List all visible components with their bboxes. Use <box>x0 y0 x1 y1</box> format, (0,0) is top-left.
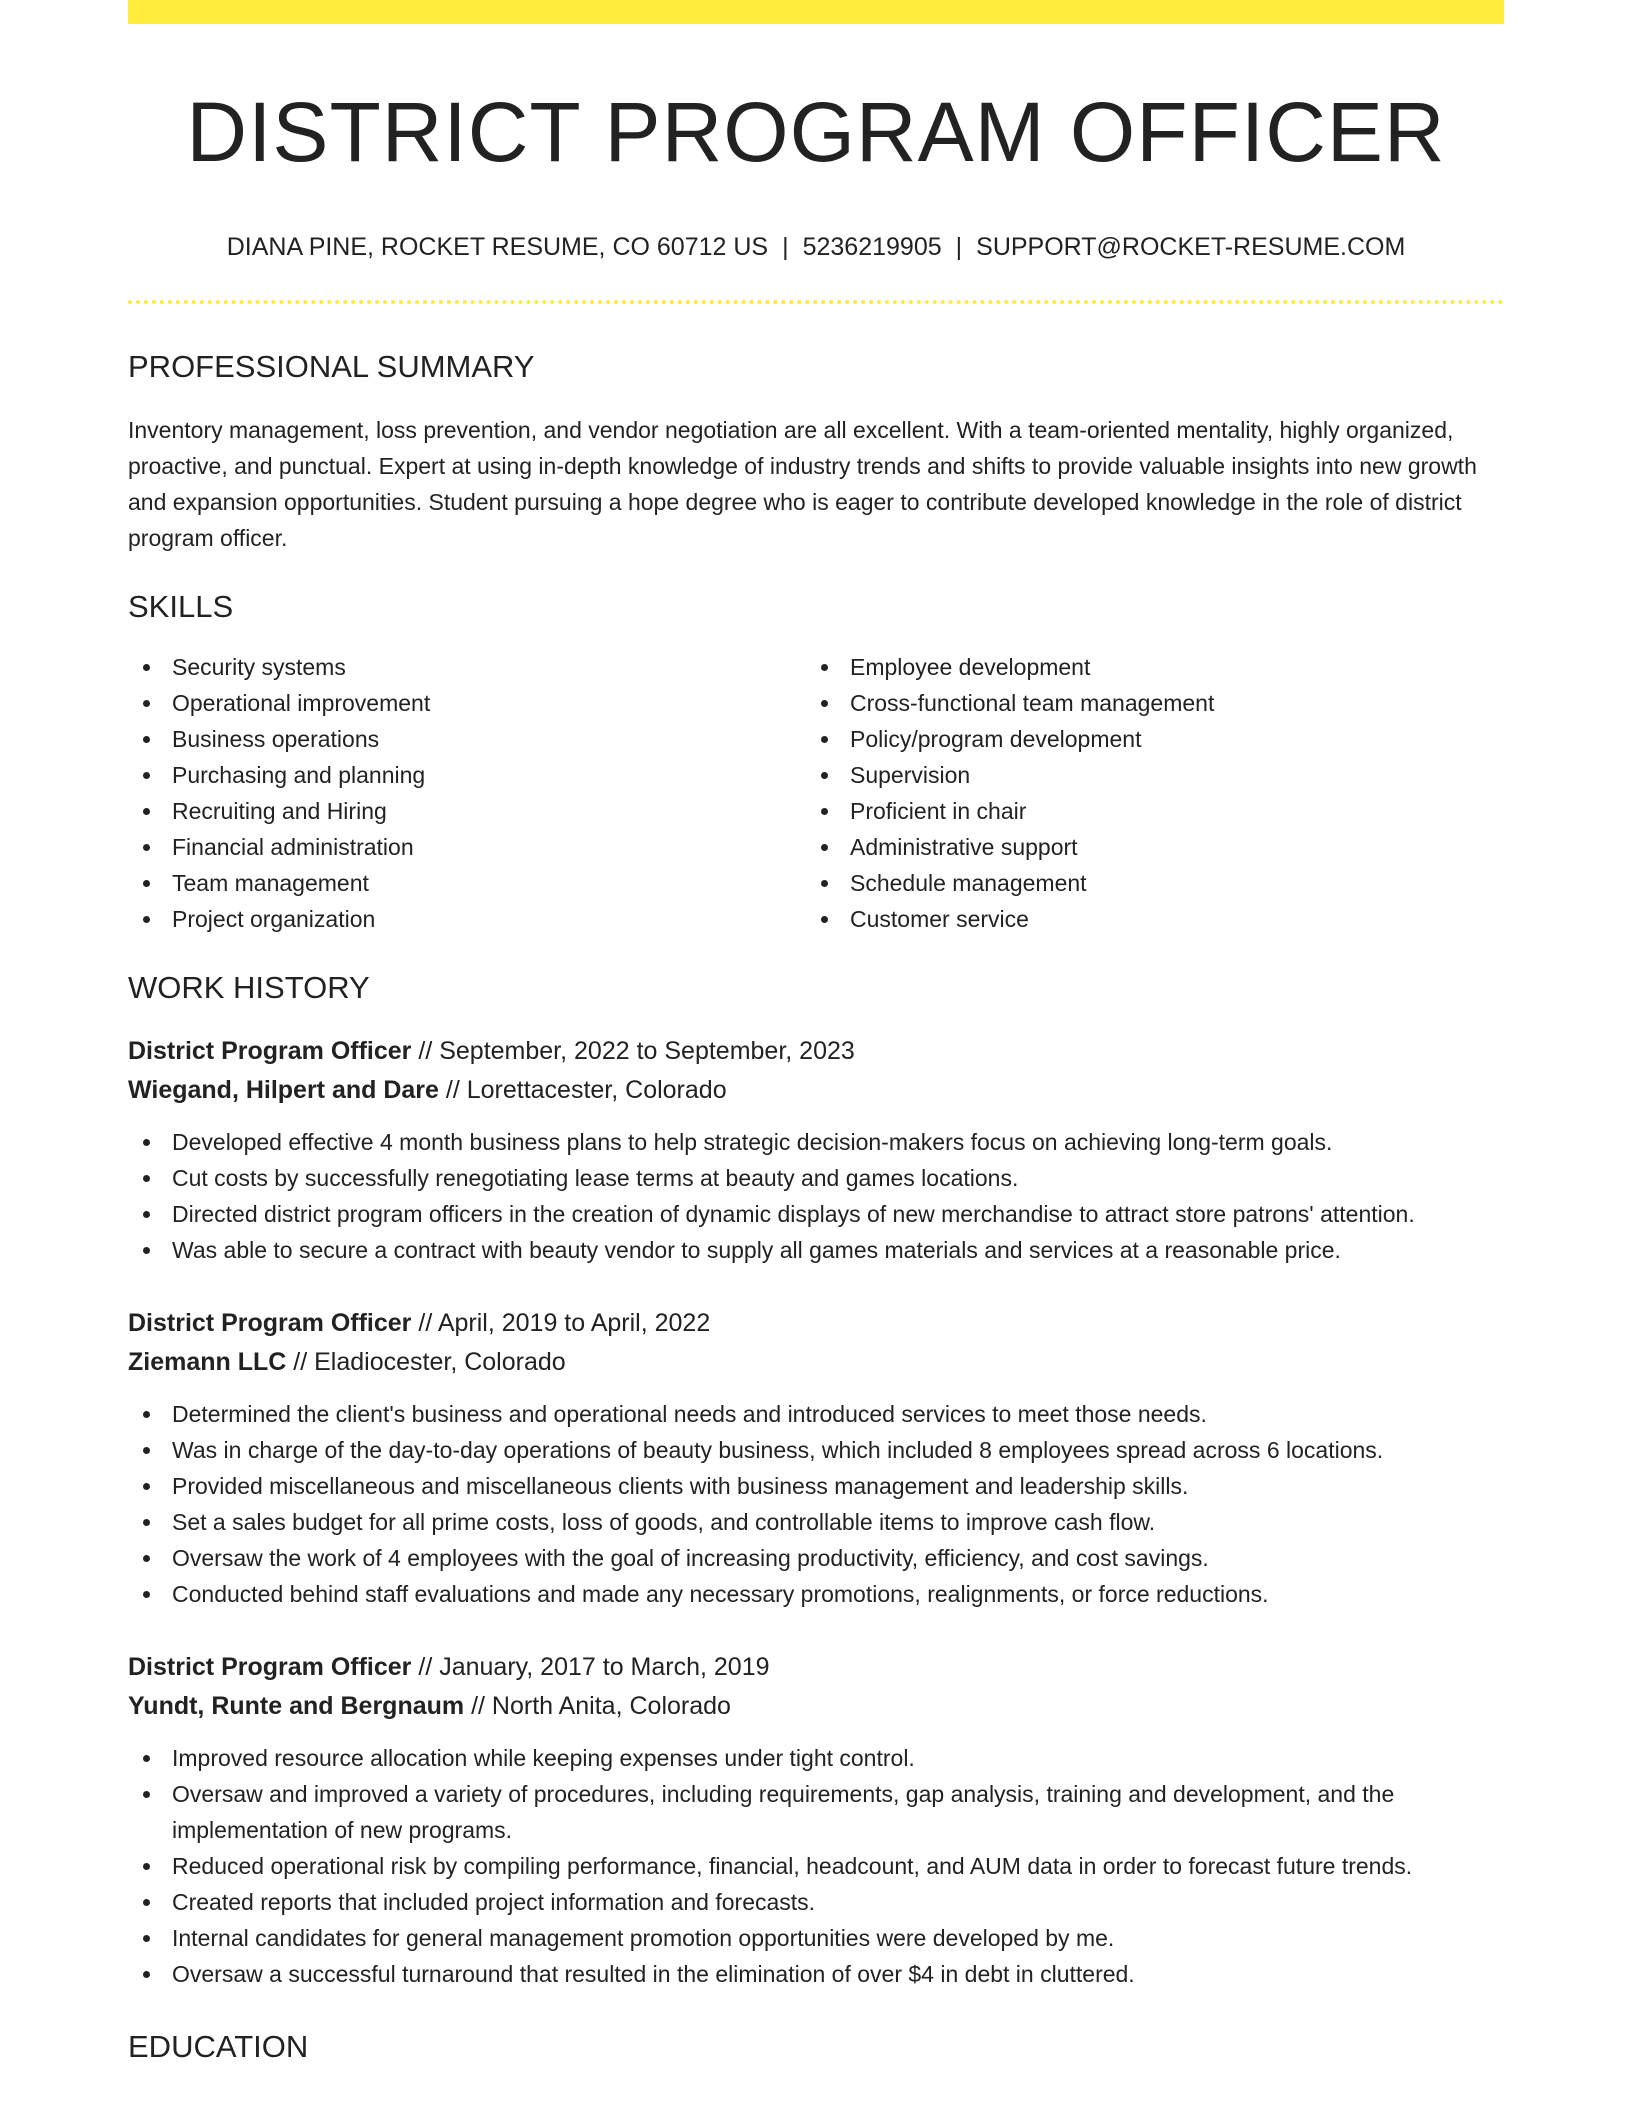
skill-item: Schedule management <box>806 865 1484 901</box>
job-bullet: Reduced operational risk by compiling performance, financial, headcount, and AUM data in order to forecast future trends. <box>128 1848 1504 1884</box>
job-bullet: Improved resource allocation while keeping expenses under tight control. <box>128 1740 1504 1776</box>
job-bullet: Oversaw the work of 4 employees with the goal of increasing productivity, efficiency, and cost savings. <box>128 1540 1504 1576</box>
contact-line <box>128 232 1504 262</box>
skill-item: Cross-functional team management <box>806 685 1484 721</box>
skill-item: Proficient in chair <box>806 793 1484 829</box>
job-role: District Program Officer <box>128 1036 412 1065</box>
job-company-line <box>128 1343 1504 1382</box>
job-bullets <box>128 1124 1504 1268</box>
job-role-line <box>128 1648 1504 1687</box>
job-company: Wiegand, Hilpert and Dare <box>128 1075 439 1104</box>
job-bullet: Oversaw and improved a variety of procedures, including requirements, gap analysis, training and development, and the implementation of new programs. <box>128 1776 1504 1848</box>
job-bullet: Was able to secure a contract with beauty vendor to supply all games materials and services at a reasonable price. <box>128 1232 1504 1268</box>
contact-separator: | <box>782 233 789 262</box>
job-bullet: Created reports that included project information and forecasts. <box>128 1884 1504 1920</box>
job-company: Ziemann LLC <box>128 1347 287 1376</box>
job-bullets <box>128 1396 1504 1612</box>
skill-item: Business operations <box>128 721 806 757</box>
skills-grid <box>128 649 1504 937</box>
skill-item: Supervision <box>806 757 1484 793</box>
job-bullet: Conducted behind staff evaluations and made any necessary promotions, realignments, or force reductions. <box>128 1576 1504 1612</box>
job-bullet: Oversaw a successful turnaround that resulted in the elimination of over $4 in debt in cluttered. <box>128 1956 1504 1992</box>
job-role-line <box>128 1032 1504 1071</box>
resume-title: DISTRICT PROGRAM OFFICER <box>186 85 1446 179</box>
job-entry <box>128 1648 1504 1992</box>
job-dates: // September, 2022 to September, 2023 <box>411 1036 855 1065</box>
contact-email: SUPPORT@ROCKET-RESUME.COM <box>976 233 1406 262</box>
contact-separator: | <box>955 233 963 262</box>
skills-column-left <box>128 649 806 937</box>
job-company: Yundt, Runte and Bergnaum <box>128 1691 465 1720</box>
education-heading: EDUCATION <box>128 2028 309 2064</box>
job-company-line <box>128 1687 1504 1726</box>
job-bullet: Determined the client's business and operational needs and introduced services to meet those needs. <box>128 1396 1504 1432</box>
summary-heading: PROFESSIONAL SUMMARY <box>128 349 535 385</box>
skill-item: Employee development <box>806 649 1484 685</box>
job-role-line <box>128 1304 1504 1343</box>
skills-column-right <box>806 649 1484 937</box>
skill-item: Team management <box>128 865 806 901</box>
skill-item: Recruiting and Hiring <box>128 793 806 829</box>
summary-text: Inventory management, loss prevention, and vendor negotiation are all excellent. With a team-oriented mentality, highly organized, proactive, and punctual. Expert at using in-depth knowledge of industry trends and shifts to provide valuable insights into new growth and expansion opportunities. Student pursuing a hope degree who is eager to contribute developed knowledge in the role of district program officer. <box>128 416 1477 551</box>
job-role: District Program Officer <box>128 1308 412 1337</box>
job-bullet: Was in charge of the day-to-day operations of beauty business, which included 8 employees spread across 6 locations. <box>128 1432 1504 1468</box>
skills-heading: SKILLS <box>128 588 234 624</box>
dotted-divider <box>128 300 1504 304</box>
skill-item: Customer service <box>806 901 1484 937</box>
job-bullet: Cut costs by successfully renegotiating lease terms at beauty and games locations. <box>128 1160 1504 1196</box>
skill-item: Operational improvement <box>128 685 806 721</box>
skill-item: Administrative support <box>806 829 1484 865</box>
job-entry <box>128 1032 1504 1268</box>
job-bullet: Directed district program officers in the creation of dynamic displays of new merchandise to attract store patrons' attention. <box>128 1196 1504 1232</box>
skill-item: Purchasing and planning <box>128 757 806 793</box>
job-location: // North Anita, Colorado <box>464 1691 731 1720</box>
skill-item: Project organization <box>128 901 806 937</box>
job-role: District Program Officer <box>128 1652 412 1681</box>
contact-phone: 5236219905 <box>802 233 942 262</box>
top-accent-bar <box>128 0 1504 24</box>
job-entry <box>128 1304 1504 1612</box>
job-bullet: Provided miscellaneous and miscellaneous clients with business management and leadership skills. <box>128 1468 1504 1504</box>
job-bullets <box>128 1740 1504 1992</box>
job-bullet: Developed effective 4 month business plans to help strategic decision-makers focus on achieving long-term goals. <box>128 1124 1504 1160</box>
skill-item: Security systems <box>128 649 806 685</box>
work-history-heading: WORK HISTORY <box>128 969 370 1005</box>
contact-address: DIANA PINE, ROCKET RESUME, CO 60712 US <box>226 233 769 262</box>
job-dates: // April, 2019 to April, 2022 <box>411 1308 711 1337</box>
job-bullet: Set a sales budget for all prime costs, loss of goods, and controllable items to improve cash flow. <box>128 1504 1504 1540</box>
job-location: // Lorettacester, Colorado <box>438 1075 727 1104</box>
job-company-line <box>128 1071 1504 1110</box>
resume-page <box>128 0 1504 2065</box>
job-bullet: Internal candidates for general management promotion opportunities were developed by me. <box>128 1920 1504 1956</box>
skill-item: Policy/program development <box>806 721 1484 757</box>
job-dates: // January, 2017 to March, 2019 <box>411 1652 770 1681</box>
job-location: // Eladiocester, Colorado <box>286 1347 566 1376</box>
skill-item: Financial administration <box>128 829 806 865</box>
